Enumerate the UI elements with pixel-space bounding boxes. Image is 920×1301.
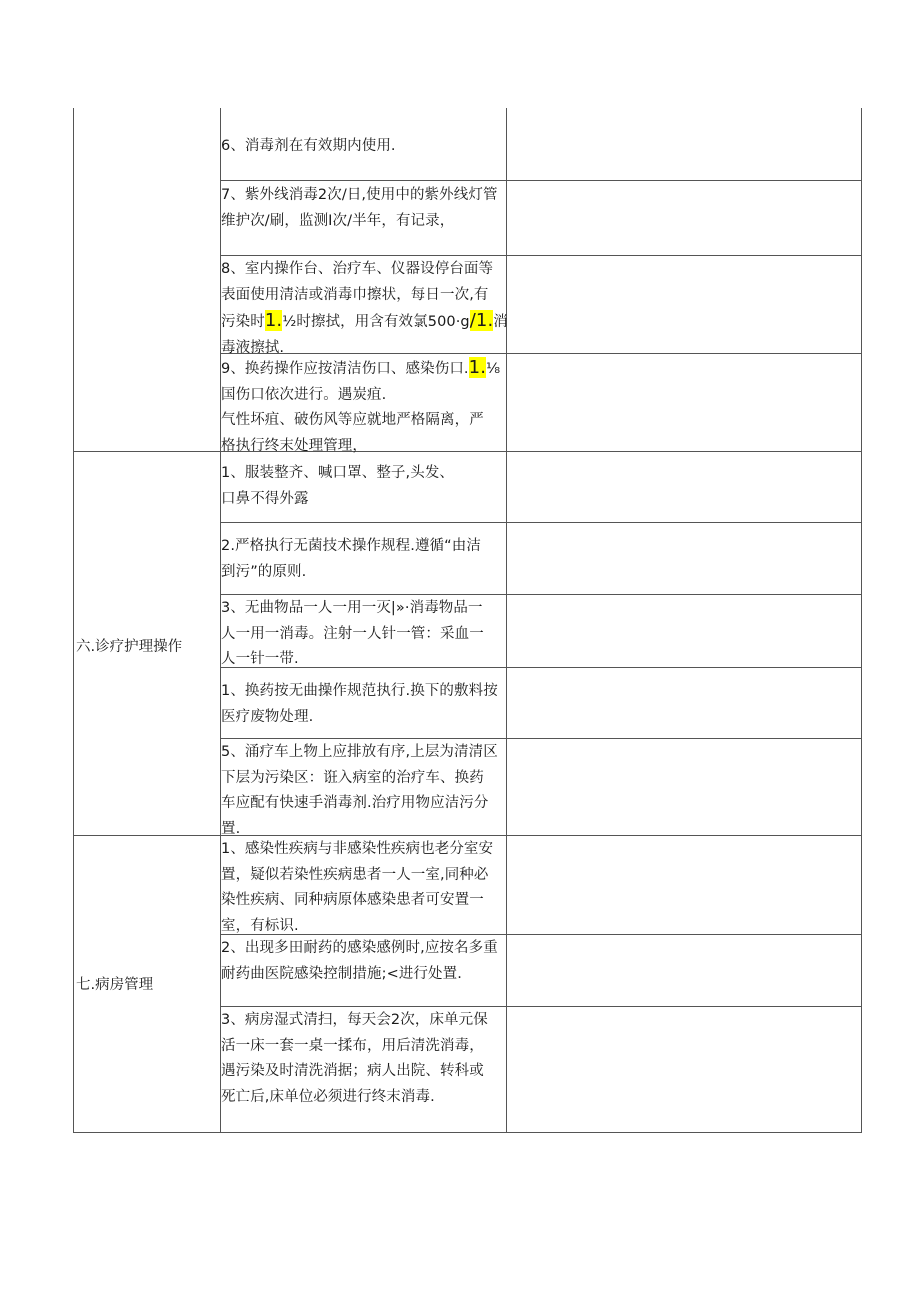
text-fragment: 3、病房湿式清扫，每天会2次，床单元保: [221, 1012, 488, 1028]
text-fragment: 活一床一套一桌一揉布，用后清洗消毒，: [221, 1037, 484, 1054]
row-divider: [220, 1006, 861, 1007]
text-line: [221, 679, 506, 705]
text-fragment: 国伤口依次进行。遇炭疽.: [221, 386, 387, 403]
text-fragment: 人一用一消毒。注射一人针一管：采血一: [221, 625, 484, 642]
text-fragment: 5、涌疗车上物上应排放有序,上层为清清区: [221, 744, 498, 760]
row-divider: [220, 180, 861, 181]
text-fragment: 消: [493, 314, 508, 330]
text-fragment: 1、换药按无曲操作规范执行.换下的敷料按: [221, 683, 498, 699]
text-line: [221, 863, 506, 889]
text-line: [221, 257, 506, 283]
text-line: [221, 1085, 506, 1111]
text-line: [221, 383, 506, 409]
text-fragment: ⅛: [486, 361, 501, 377]
text-line: [221, 791, 506, 817]
text-fragment: 遇污染及时清洗消据；病人出院、转科或: [221, 1063, 484, 1079]
item-text: [221, 257, 506, 361]
text-line: [221, 434, 506, 460]
text-fragment: 下层为污染区：诳入病室的治疗车、换药: [221, 769, 484, 786]
text-line: [221, 209, 506, 235]
text-fragment: 气性坏疽、破伤风等应就地严格隔离，严: [221, 412, 484, 428]
text-line: [221, 596, 506, 622]
text-line: [221, 622, 506, 648]
item-text: [221, 134, 506, 160]
text-fragment: 格执行终末处理管理，: [221, 437, 367, 454]
text-fragment: 耐药曲医院感染控制措施;<进行处置.: [221, 965, 462, 982]
text-fragment: 表面使用清洁或消毒巾擦状，每日一次,有: [221, 286, 489, 303]
text-fragment: 人一针一带.: [221, 651, 299, 667]
text-line: [221, 283, 506, 309]
text-fragment: 8、室内操作台、治疗车、仪器设停台面等: [221, 261, 494, 277]
text-line: [221, 740, 506, 766]
text-fragment: 置，疑似若染性疾病患者一人一室,同种必: [221, 866, 489, 883]
row-divider: [220, 522, 861, 523]
text-line: [221, 888, 506, 914]
text-line: [221, 705, 506, 731]
item-text: [221, 355, 506, 459]
text-fragment: 污染时: [221, 314, 265, 330]
text-fragment: 2、出现多田耐药的感染感例时,应按名多重: [221, 940, 498, 956]
row-divider: [220, 594, 861, 595]
row-divider: [220, 738, 861, 739]
text-fragment: 1、服装整齐、喊口罩、整子,头发、: [221, 465, 455, 481]
text-fragment: 车应配有快速手消毒剂.治疗用物应洁污分: [221, 795, 489, 811]
text-line: [221, 534, 506, 560]
item-text: [221, 534, 506, 585]
text-line: [221, 183, 506, 209]
item-text: [221, 183, 506, 234]
highlighted-text: 1.: [468, 357, 487, 378]
highlighted-text: /1.: [469, 310, 494, 331]
text-fragment: 染性疾病、同种病原体感染患者可安置一: [221, 892, 484, 908]
text-fragment: 3、无曲物品一人一用一灭|»·消毒物品一: [221, 600, 483, 616]
text-line: [221, 1059, 506, 1085]
text-fragment: 毒液擦拭.: [221, 339, 285, 356]
text-fragment: 1、感染性疾病与非感染性疾病也老分室安: [221, 841, 494, 857]
text-fragment: 6、消毒剂在有效期内使用.: [221, 138, 396, 154]
item-text: [221, 936, 506, 987]
text-line: [221, 308, 506, 336]
text-line: [221, 837, 506, 863]
text-fragment: ½时擦拭，用含有效氯500·g: [282, 314, 470, 330]
text-fragment: 医疗废物处理.: [221, 708, 314, 725]
text-line: [221, 962, 506, 988]
item-text: [221, 837, 506, 939]
text-fragment: 口鼻不得外露: [221, 490, 309, 507]
text-line: [221, 1008, 506, 1034]
column-divider-2: [506, 108, 507, 1132]
text-fragment: 到污”的原则.: [221, 563, 307, 580]
text-fragment: 9、换药操作应按清洁伤口、感染伤口.: [221, 361, 469, 377]
row-divider: [220, 255, 861, 256]
item-text: [221, 1008, 506, 1110]
section-label-ward-management: 七.病房管理: [76, 977, 154, 993]
text-line: [221, 1034, 506, 1060]
text-line: [221, 766, 506, 792]
text-fragment: 维护次/刷，监测I次/半年，有记录，: [221, 212, 455, 229]
text-line: [221, 560, 506, 586]
text-fragment: 7、紫外线消毒2次/日,使用中的紫外线灯管: [221, 187, 498, 203]
section-label-nursing-operations: 六.诊疗护理操作: [76, 639, 183, 655]
item-text: [221, 679, 506, 730]
text-line: [221, 647, 506, 673]
text-line: [221, 355, 506, 383]
text-line: [221, 408, 506, 434]
inspection-table: [73, 108, 862, 1133]
text-fragment: 死亡后,床单位必须进行终末消毒.: [221, 1088, 435, 1105]
text-fragment: 室，有标识.: [221, 917, 299, 934]
text-line: [221, 461, 506, 487]
text-line: [221, 134, 506, 160]
item-text: [221, 596, 506, 673]
text-fragment: 置.: [221, 820, 241, 837]
item-text: [221, 461, 506, 512]
item-text: [221, 740, 506, 842]
highlighted-text: 1.: [264, 310, 283, 331]
text-line: [221, 936, 506, 962]
text-line: [221, 487, 506, 513]
text-fragment: 2.严格执行无菌技术操作规程.遵循“由洁: [221, 538, 481, 554]
